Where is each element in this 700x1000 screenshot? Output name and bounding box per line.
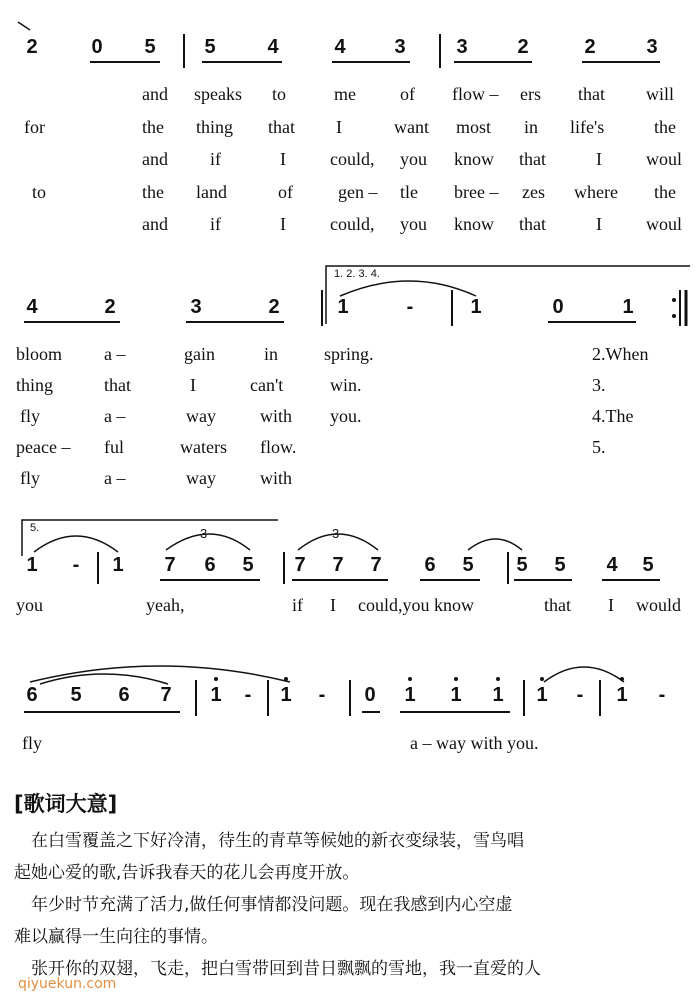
- lyric-word: of: [278, 181, 293, 202]
- lyric-word: I: [280, 214, 286, 234]
- jianpu-note: 7: [294, 554, 306, 576]
- jianpu-note: 6: [118, 684, 130, 706]
- lyric-word: that: [268, 116, 295, 137]
- jianpu-note: 1: [536, 684, 548, 706]
- jianpu-note: 1: [622, 296, 634, 318]
- lyrics-meaning-line: 年少时节充满了活力,做任何事情都没问题。现在我感到内心空虚: [14, 895, 513, 915]
- lyric-word: and: [142, 214, 168, 234]
- lyric-word: gain: [184, 344, 215, 364]
- lyric-word: in: [524, 116, 539, 137]
- jianpu-note: 7: [160, 684, 172, 706]
- lyric-word: the: [654, 116, 676, 137]
- jianpu-note: -: [658, 684, 666, 706]
- lyric-word: that: [544, 595, 571, 615]
- lyric-word: to: [272, 84, 287, 104]
- lyric-word: fly: [20, 468, 40, 488]
- jianpu-note: 1: [470, 296, 482, 318]
- jianpu-note: 5: [242, 554, 254, 576]
- lyric-word: a –: [104, 468, 126, 488]
- jianpu-note: 5: [144, 36, 156, 58]
- lyrics-meaning-line: 在白雪覆盖之下好冷清，待生的青草等候她的新衣变绿装，雪鸟唱: [14, 831, 524, 851]
- lyric-word: way: [186, 468, 216, 488]
- lyric-word: bree –: [454, 181, 499, 202]
- jianpu-note: 5: [516, 554, 528, 576]
- lyric-word: in: [264, 344, 279, 364]
- watermark: qiyuekun.com: [18, 976, 117, 992]
- lyric-word: that: [104, 375, 131, 395]
- lyric-word: would: [636, 595, 681, 615]
- lyric-word: I: [608, 595, 614, 615]
- lyric-word: I: [596, 214, 602, 234]
- lyric-word: and: [142, 84, 168, 104]
- lyric-word: fly: [20, 406, 40, 426]
- jianpu-note: 3: [394, 36, 406, 58]
- lyric-word: woul: [646, 214, 682, 234]
- lyric-word: if: [210, 214, 221, 234]
- lyric-word: land: [196, 181, 227, 202]
- jianpu-note: 3: [190, 296, 202, 318]
- lyric-word: life's: [570, 116, 605, 137]
- lyric-word: I: [190, 375, 196, 395]
- lyrics-meaning-line: 起她心爱的歌,告诉我春天的花儿会再度开放。: [14, 863, 360, 883]
- lyric-word: spring.: [324, 344, 374, 364]
- lyrics-meaning-line: 难以赢得一生向往的事情。: [14, 927, 218, 947]
- lyric-word: fly: [22, 733, 42, 753]
- jianpu-note: 5: [204, 36, 216, 58]
- jianpu-note: 2: [584, 36, 596, 58]
- lyric-word: I: [280, 149, 286, 169]
- jianpu-note: 0: [91, 36, 103, 58]
- triplet-mark: 3: [332, 526, 340, 541]
- lyric-word: bloom: [16, 344, 63, 364]
- lyric-word: me: [334, 84, 356, 104]
- jianpu-note: 4: [606, 554, 618, 576]
- lyric-word: I: [330, 595, 336, 615]
- jianpu-note: 6: [424, 554, 436, 576]
- lyric-word: thing: [196, 116, 234, 137]
- lyric-word: speaks: [194, 84, 242, 104]
- lyric-word: zes: [522, 181, 545, 202]
- lyric-word: you: [400, 214, 427, 234]
- lyric-word: win.: [330, 375, 362, 395]
- repeat-dot: [672, 298, 676, 302]
- lyric-word: 5.: [592, 437, 606, 457]
- lyric-word: a –: [104, 406, 126, 426]
- jianpu-note: 1: [337, 296, 349, 318]
- lyric-word: with: [260, 468, 293, 488]
- lyric-word: want: [394, 116, 429, 137]
- lyric-word: could,: [330, 214, 375, 234]
- lyric-word: and: [142, 149, 168, 169]
- jianpu-note: -: [576, 684, 584, 706]
- lyric-word: tle: [400, 181, 418, 202]
- jianpu-note: 6: [204, 554, 216, 576]
- lyric-word: you: [16, 595, 43, 615]
- lyric-word: thing: [16, 375, 54, 395]
- jianpu-note: 1: [616, 684, 628, 706]
- lyric-word: I: [596, 149, 602, 169]
- repeat-dot: [672, 314, 676, 318]
- lyric-word: way: [186, 406, 216, 426]
- lyric-word: that: [578, 84, 605, 104]
- lyric-word: of: [400, 84, 415, 104]
- lyric-word: flow.: [260, 437, 297, 457]
- lyrics-meaning-heading: [歌词大意]: [14, 792, 118, 816]
- jianpu-note: 5: [70, 684, 82, 706]
- lyric-word: to: [32, 181, 47, 202]
- lyric-word: I: [336, 116, 342, 137]
- lyric-word: 2.When: [592, 344, 649, 364]
- lyric-word: that: [519, 214, 546, 234]
- lyric-word: if: [210, 149, 221, 169]
- lyric-word: yeah,: [146, 595, 185, 615]
- lyric-word: that: [519, 149, 546, 169]
- jianpu-note: 1: [492, 684, 504, 706]
- jianpu-note: -: [244, 684, 252, 706]
- lyric-word: gen –: [338, 181, 378, 202]
- lyric-word: the: [142, 116, 164, 137]
- lyric-word: with: [260, 406, 293, 426]
- jianpu-note: -: [406, 296, 414, 318]
- jianpu-note: -: [72, 554, 80, 576]
- lyric-word: where: [574, 181, 618, 202]
- jianpu-note: 3: [456, 36, 468, 58]
- jianpu-note: 5: [554, 554, 566, 576]
- jianpu-note: 1: [26, 554, 38, 576]
- jianpu-note: 1: [404, 684, 416, 706]
- jianpu-note: 1: [210, 684, 222, 706]
- lyric-word: woul: [646, 149, 682, 169]
- jianpu-note: 1: [450, 684, 462, 706]
- volta-label-5: 5.: [30, 522, 40, 534]
- jianpu-note: 5: [642, 554, 654, 576]
- jianpu-note: 1: [112, 554, 124, 576]
- volta-label-1234: 1. 2. 3. 4.: [334, 268, 380, 280]
- jianpu-note: 2: [268, 296, 280, 318]
- jianpu-note: 2: [26, 36, 38, 58]
- jianpu-note: 1: [280, 684, 292, 706]
- jianpu-note: 7: [164, 554, 176, 576]
- jianpu-note: 2: [104, 296, 116, 318]
- jianpu-note: 4: [267, 36, 279, 58]
- lyric-word: for: [24, 116, 45, 137]
- lyric-word: know: [454, 214, 494, 234]
- lyric-word: if: [292, 595, 303, 615]
- jianpu-note: 6: [26, 684, 38, 706]
- jianpu-note: 0: [552, 296, 564, 318]
- jianpu-note: 5: [462, 554, 474, 576]
- lyric-word: flow –: [452, 84, 499, 104]
- lyric-word: 3.: [592, 375, 606, 395]
- jianpu-note: 3: [646, 36, 658, 58]
- jianpu-note: 0: [364, 684, 376, 706]
- lyric-word: the: [654, 181, 676, 202]
- lyric-word: you: [400, 149, 427, 169]
- lyric-word: could,you know: [358, 595, 474, 615]
- lyric-word: a – way with you.: [410, 733, 539, 753]
- jianpu-note: 7: [370, 554, 382, 576]
- lyric-word: 4.The: [592, 406, 634, 426]
- lyric-word: can't: [250, 375, 284, 395]
- jianpu-note: 2: [517, 36, 529, 58]
- lyric-word: you.: [330, 406, 362, 426]
- triplet-mark: 3: [200, 526, 208, 541]
- lyric-word: know: [454, 149, 494, 169]
- jianpu-note: 4: [334, 36, 346, 58]
- jianpu-note: -: [318, 684, 326, 706]
- lyric-word: could,: [330, 149, 375, 169]
- lyric-word: ers: [520, 84, 541, 104]
- lyric-word: waters: [180, 437, 227, 457]
- lyric-word: ful: [104, 437, 124, 457]
- jianpu-note: 4: [26, 296, 38, 318]
- lyric-word: the: [142, 181, 164, 202]
- lyric-word: a –: [104, 344, 126, 364]
- lyric-word: most: [456, 116, 492, 137]
- lyrics-meaning-line: 张开你的双翅，飞走，把白雪带回到昔日飘飘的雪地，我一直爱的人: [14, 959, 541, 979]
- lyric-word: peace –: [16, 437, 71, 457]
- jianpu-note: 7: [332, 554, 344, 576]
- lyric-word: will: [646, 84, 675, 104]
